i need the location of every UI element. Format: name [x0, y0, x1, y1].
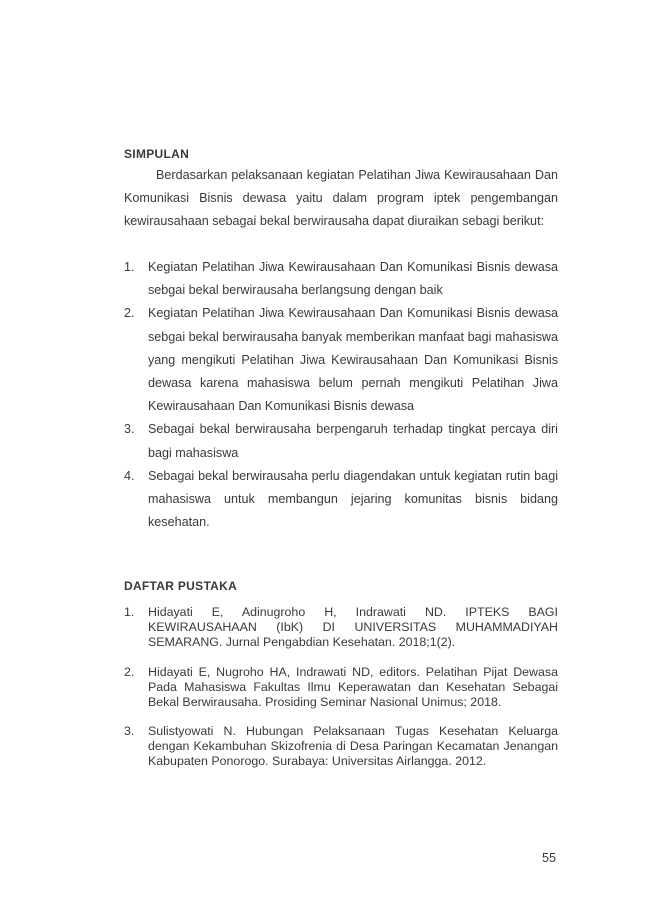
reference-item [124, 665, 558, 710]
list-item-text: Kegiatan Pelatihan Jiwa Kewirausahaan Dan Komunikasi Bisnis dewasa sebgai bekal berwirausaha banyak memberikan manfaat bagi mahasiswa yang mengikuti Pelatihan Jiwa Kewirausahaan Dan Komunikasi Bisnis dewasa karena mahasiswa belum pernah mengikuti Pelatihan Jiwa Kewirausahaan Dan Komunikasi Bisnis dewasa [148, 306, 558, 414]
simpulan-list [124, 256, 558, 534]
daftar-pustaka-heading: DAFTAR PUSTAKA [124, 579, 238, 593]
reference-item [124, 724, 558, 769]
page-number: 55 [542, 851, 557, 865]
reference-text: Hidayati E, Nugroho HA, Indrawati ND, editors. Pelatihan Pijat Dewasa Pada Mahasiswa Fakultas Ilmu Keperawatan dan Kesehatan Sebagai Bekal Berwirausaha. Prosiding Seminar Nasional Unimus; 2018. [148, 664, 558, 709]
list-number: 2. [124, 306, 135, 321]
reference-number: 2. [124, 664, 135, 679]
simpulan-list-item [124, 302, 558, 418]
simpulan-list-item [124, 256, 558, 302]
simpulan-list-item [124, 418, 558, 464]
list-number: 3. [124, 422, 135, 437]
list-number: 1. [124, 260, 135, 274]
simpulan-heading: SIMPULAN [124, 147, 190, 161]
list-item-text: Sebagai bekal berwirausaha perlu diagendakan untuk kegiatan rutin bagi mahasiswa untuk membangun jejaring komunitas bisnis bidang kesehatan. [148, 468, 558, 530]
simpulan-list-item [124, 465, 558, 535]
reference-number: 3. [124, 724, 135, 738]
reference-number: 1. [124, 605, 135, 619]
list-item-text: Kegiatan Pelatihan Jiwa Kewirausahaan Dan Komunikasi Bisnis dewasa sebgai bekal berwirausaha berlangsung dengan baik [148, 260, 558, 298]
reference-list [124, 605, 558, 784]
reference-text: Hidayati E, Adinugroho H, Indrawati ND. IPTEKS BAGI KEWIRAUSAHAAN (IbK) DI UNIVERSITAS MUHAMMADIYAH SEMARANG. Jurnal Pengabdian Kesehatan. 2018;1(2). [148, 605, 558, 649]
simpulan-intro-paragraph: Berdasarkan pelaksanaan kegiatan Pelatihan Jiwa Kewirausahaan Dan Komunikasi Bisnis dewasa yaitu dalam program iptek pengembangan kewirausahaan sebagai bekal berwirausaha dapat diuraikan sebagi berikut: [124, 168, 558, 229]
reference-item [124, 605, 558, 650]
list-item-text: Sebagai bekal berwirausaha berpengaruh terhadap tingkat percaya diri bagi mahasiswa [148, 422, 558, 460]
list-number: 4. [124, 468, 135, 483]
reference-text: Sulistyowati N. Hubungan Pelaksanaan Tugas Kesehatan Keluarga dengan Kekambuhan Skizofrenia di Desa Paringan Kecamatan Jenangan Kabupaten Ponorogo. Surabaya: Universitas Airlangga. 2012. [148, 724, 558, 768]
